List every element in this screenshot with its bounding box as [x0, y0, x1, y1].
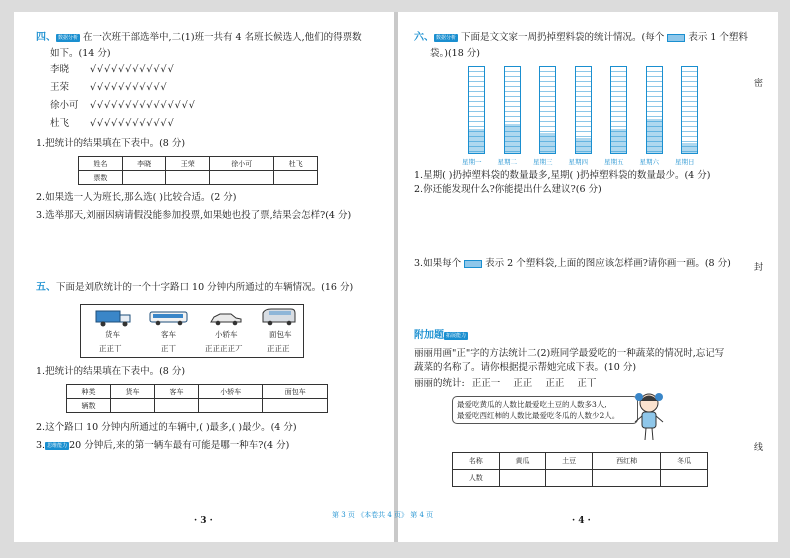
- table-row-label: 辆数: [67, 399, 111, 413]
- vehicle-tally: 正丅: [161, 344, 176, 353]
- chart-bar-fill: [576, 138, 591, 153]
- q4-sub3: 3.选举那天,刘丽因病请假没能参加投票,如果她也投了票,结果会怎样?(4 分): [36, 210, 352, 221]
- answer-cell[interactable]: [263, 399, 328, 413]
- answer-cell[interactable]: [154, 399, 198, 413]
- answer-cell[interactable]: [546, 470, 593, 487]
- answer-cell[interactable]: [210, 171, 274, 185]
- chart-bar: [681, 66, 698, 154]
- girl-illustration-icon: [632, 392, 666, 442]
- hint-line: 最爱吃西红柿的人数比最爱吃冬瓜的人数少2人。: [457, 411, 620, 420]
- candidate-name: 王荣: [50, 82, 70, 93]
- unit-swatch-icon: [464, 260, 482, 268]
- candidate-name: 杜飞: [50, 118, 70, 129]
- q5-sub3-tag: 思维能力: [47, 442, 68, 449]
- candidate-marks: √√√√√√√√√√√: [90, 82, 168, 93]
- hint-line: 最爱吃黄瓜的人数比最爱吃土豆的人数多3人,: [457, 400, 607, 409]
- table-header: 王荣: [166, 157, 210, 171]
- vehicle-label: 面包车: [269, 330, 292, 339]
- chart-category-label: 星期日: [675, 158, 695, 166]
- extra-title: 附加题: [414, 330, 444, 341]
- q5-sub3-text: 20 分钟后,来的第一辆车最有可能是哪一种车?(4 分): [69, 440, 290, 451]
- q5-sub3: [36, 440, 289, 452]
- vegetable-table: [452, 452, 708, 487]
- chart-category-label: 星期三: [533, 158, 553, 166]
- q5-vehicle-table: [66, 384, 328, 413]
- chart-bar-fill: [505, 124, 520, 153]
- table-header: 李晓: [122, 157, 166, 171]
- q5-heading: [36, 282, 353, 294]
- candidate-name: 徐小可: [50, 100, 79, 111]
- q4-sub2: 2.如果选一人为班长,那么选( )比较合适。(2 分): [36, 192, 237, 203]
- extra-heading: [414, 330, 468, 342]
- table-header: 冬瓜: [661, 453, 708, 470]
- q6-sub3: [414, 258, 731, 270]
- tally-value: 正正⼀: [471, 378, 501, 389]
- chart-bar: [610, 66, 627, 154]
- q6-text1b: 表示 1 个塑料: [688, 32, 748, 43]
- table-header: 徐小可: [210, 157, 274, 171]
- q5-sub2: 2.这个路口 10 分钟内所通过的车辆中,( )最多,( )最少。(4 分): [36, 422, 297, 433]
- extra-tally-line: [414, 378, 596, 390]
- table-header: 面包车: [263, 385, 328, 399]
- car-icon: [209, 312, 243, 326]
- candidate-marks: √√√√√√√√√√√√√√√: [90, 100, 196, 111]
- chart-category-label: 星期六: [639, 158, 659, 166]
- tally-value: 正丅: [577, 378, 597, 389]
- chart-bar-fill: [611, 129, 626, 153]
- q6-sub3a: 3.如果每个: [414, 258, 462, 269]
- q6-text2: 袋。)(18 分): [430, 48, 480, 59]
- q4-vote-table: [78, 156, 318, 185]
- table-header: 名称: [453, 453, 500, 470]
- table-row-label: 人数: [453, 470, 500, 487]
- candidate-name: 李晓: [50, 64, 70, 75]
- page-range-label: 第 3 页 《本卷共 4 页》 第 4 页: [332, 511, 434, 519]
- table-header: 客车: [154, 385, 198, 399]
- left-page-number: · 3 ·: [194, 516, 213, 526]
- q5-sub3-number: 3.: [36, 440, 46, 451]
- q6-sub2: 2.你还能发现什么?你能提出什么建议?(6 分): [414, 184, 602, 195]
- q6-text1: 下面是文文家一周扔掉塑料袋的统计情况。(每个: [461, 32, 665, 43]
- tally-value: 正正: [545, 378, 565, 389]
- q6-sub3b: 表示 2 个塑料袋,上面的图应该怎样画?请你画一画。(8 分): [485, 258, 731, 269]
- chart-bar: [646, 66, 663, 154]
- binding-char: 密: [754, 79, 764, 89]
- answer-cell[interactable]: [166, 171, 210, 185]
- unit-swatch-icon: [667, 34, 685, 42]
- chart-bar: [539, 66, 556, 154]
- chart-category-label: 星期二: [497, 158, 517, 166]
- answer-cell[interactable]: [499, 470, 546, 487]
- hint-speech-bubble: [452, 396, 638, 424]
- vehicle-label: 小轿车: [215, 330, 238, 339]
- vehicle-tally: 正正丅: [99, 344, 122, 353]
- answer-cell[interactable]: [122, 171, 166, 185]
- extra-tag: 拓展能力: [446, 332, 467, 339]
- table-header: 种类: [67, 385, 111, 399]
- vehicle-tally: 正正正: [267, 344, 290, 353]
- answer-cell[interactable]: [592, 470, 660, 487]
- extra-text2: 蔬菜的名称了。请你根据提示帮她完成下表。(10 分): [414, 362, 637, 373]
- candidate-marks: √√√√√√√√√√√√: [90, 118, 175, 129]
- chart-bar-fill: [540, 133, 555, 153]
- chart-bar: [575, 66, 592, 154]
- binding-char: 封: [754, 263, 764, 273]
- q4-heading: [36, 32, 362, 44]
- chart-bar: [468, 66, 485, 154]
- table-header: 土豆: [546, 453, 593, 470]
- answer-cell[interactable]: [198, 399, 263, 413]
- q4-number: 四、: [36, 32, 56, 43]
- q6-heading: [414, 32, 748, 44]
- tally-label: 丽丽的统计:: [414, 378, 465, 389]
- vehicle-label: 客车: [161, 330, 176, 339]
- answer-cell[interactable]: [661, 470, 708, 487]
- chart-category-label: 星期四: [568, 158, 588, 166]
- binding-char: 线: [754, 443, 764, 453]
- q6-number: 六、: [414, 32, 434, 43]
- van-icon: [261, 308, 297, 326]
- candidate-marks: √√√√√√√√√√√√: [90, 64, 175, 75]
- q6-sub1: 1.星期( )扔掉塑料袋的数量最多,星期( )扔掉塑料袋的数量最少。(4 分): [414, 170, 711, 181]
- right-page-number: · 4 ·: [572, 516, 591, 526]
- table-header: 杜飞: [274, 157, 318, 171]
- q4-text1: 在一次班干部选举中,二(1)班一共有 4 名班长候选人,他们的得票数: [83, 32, 362, 43]
- q5-sub1: 1.把统计的结果填在下表中。(8 分): [36, 366, 186, 377]
- table-header: 姓名: [79, 157, 123, 171]
- q5-number: 五、: [36, 282, 56, 293]
- vehicle-label: 货车: [105, 330, 120, 339]
- table-header: 西红柿: [592, 453, 660, 470]
- q6-tag: 数据分析: [436, 34, 457, 41]
- tally-value: 正正: [513, 378, 533, 389]
- table-row-label: 票数: [79, 171, 123, 185]
- bus-icon: [149, 310, 189, 326]
- answer-cell[interactable]: [110, 399, 154, 413]
- left-page: [14, 12, 394, 542]
- vehicle-tally: 正正正正丆: [205, 344, 243, 353]
- chart-bar-fill: [647, 119, 662, 153]
- chart-category-label: 星期五: [604, 158, 624, 166]
- vehicle-panel: [80, 304, 304, 358]
- q4-tag: 数据分析: [58, 34, 79, 41]
- answer-cell[interactable]: [274, 171, 318, 185]
- chart-bar-fill: [682, 143, 697, 153]
- q4-text2: 如下。(14 分): [50, 48, 111, 59]
- q5-text: 下面是刘欣统计的一个十字路口 10 分钟内所通过的车辆情况。(16 分): [56, 282, 354, 293]
- chart-category-label: 星期一: [462, 158, 482, 166]
- table-header: 小轿车: [198, 385, 263, 399]
- table-header: 货车: [110, 385, 154, 399]
- table-header: 黄瓜: [499, 453, 546, 470]
- chart-bar: [504, 66, 521, 154]
- q4-sub1: 1.把统计的结果填在下表中。(8 分): [36, 138, 186, 149]
- truck-icon: [95, 309, 133, 327]
- extra-text1: 丽丽用画"正"字的方法统计二(2)班同学最爱吃的一种蔬菜的情况时,忘记写: [414, 348, 725, 359]
- chart-bar-fill: [469, 129, 484, 153]
